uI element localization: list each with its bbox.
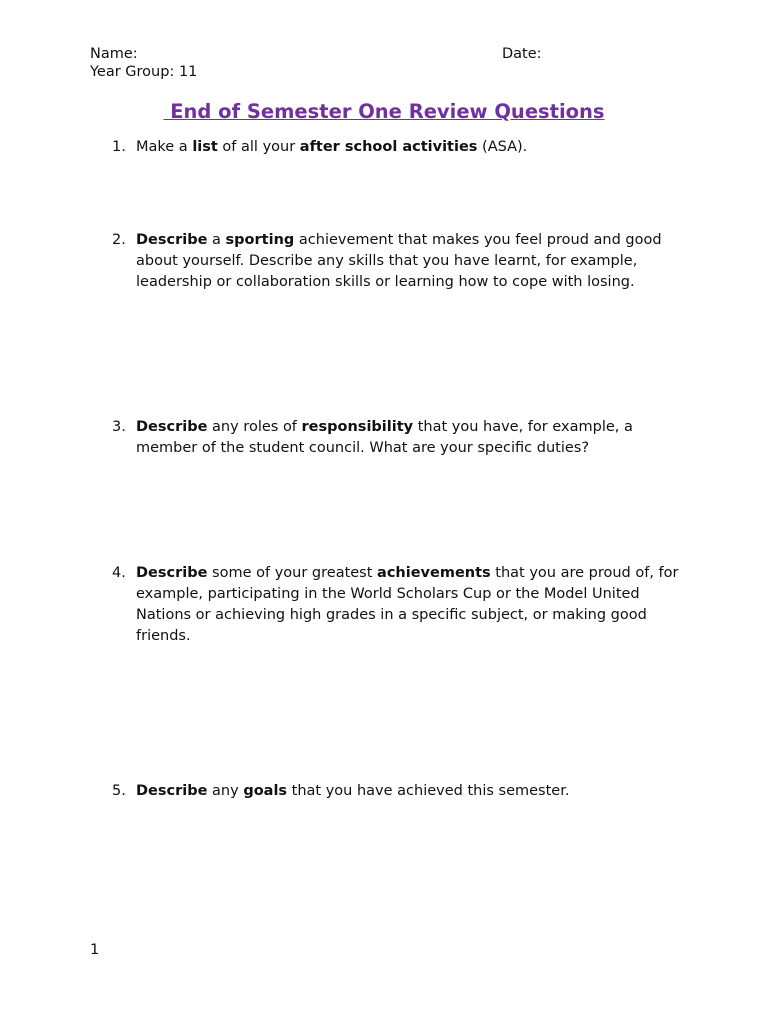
question-text: Make a list of all your after school activities (ASA). — [136, 139, 528, 155]
name-label: Name: — [90, 46, 138, 62]
date-label: Date: — [502, 46, 542, 62]
question-5 — [112, 781, 680, 802]
question-text: Describe a sporting achievement that makes you feel proud and good about yourself. Describe any skills that you have learnt, for example, leadership or collaboration skills or learning how to cope with losing. — [136, 232, 662, 290]
question-4 — [112, 563, 680, 647]
question-number: 5. — [112, 783, 126, 799]
document-title: End of Semester One Review Questions — [163, 100, 605, 123]
page-number: 1 — [90, 942, 100, 958]
question-number: 2. — [112, 232, 126, 248]
question-1 — [112, 137, 680, 158]
question-text: Describe any roles of responsibility that you have, for example, a member of the student council. What are your specific duties? — [136, 419, 633, 456]
question-text: Describe some of your greatest achievements that you are proud of, for example, participating in the World Scholars Cup or the Model United Nations or achieving high grades in a specific subject, or making good friends. — [136, 565, 679, 644]
question-number: 4. — [112, 565, 126, 581]
year-group-label: Year Group: 11 — [90, 64, 198, 80]
question-2 — [112, 230, 680, 293]
question-number: 3. — [112, 419, 126, 435]
question-3 — [112, 417, 680, 459]
question-number: 1. — [112, 139, 126, 155]
question-text: Describe any goals that you have achieved this semester. — [136, 783, 570, 799]
